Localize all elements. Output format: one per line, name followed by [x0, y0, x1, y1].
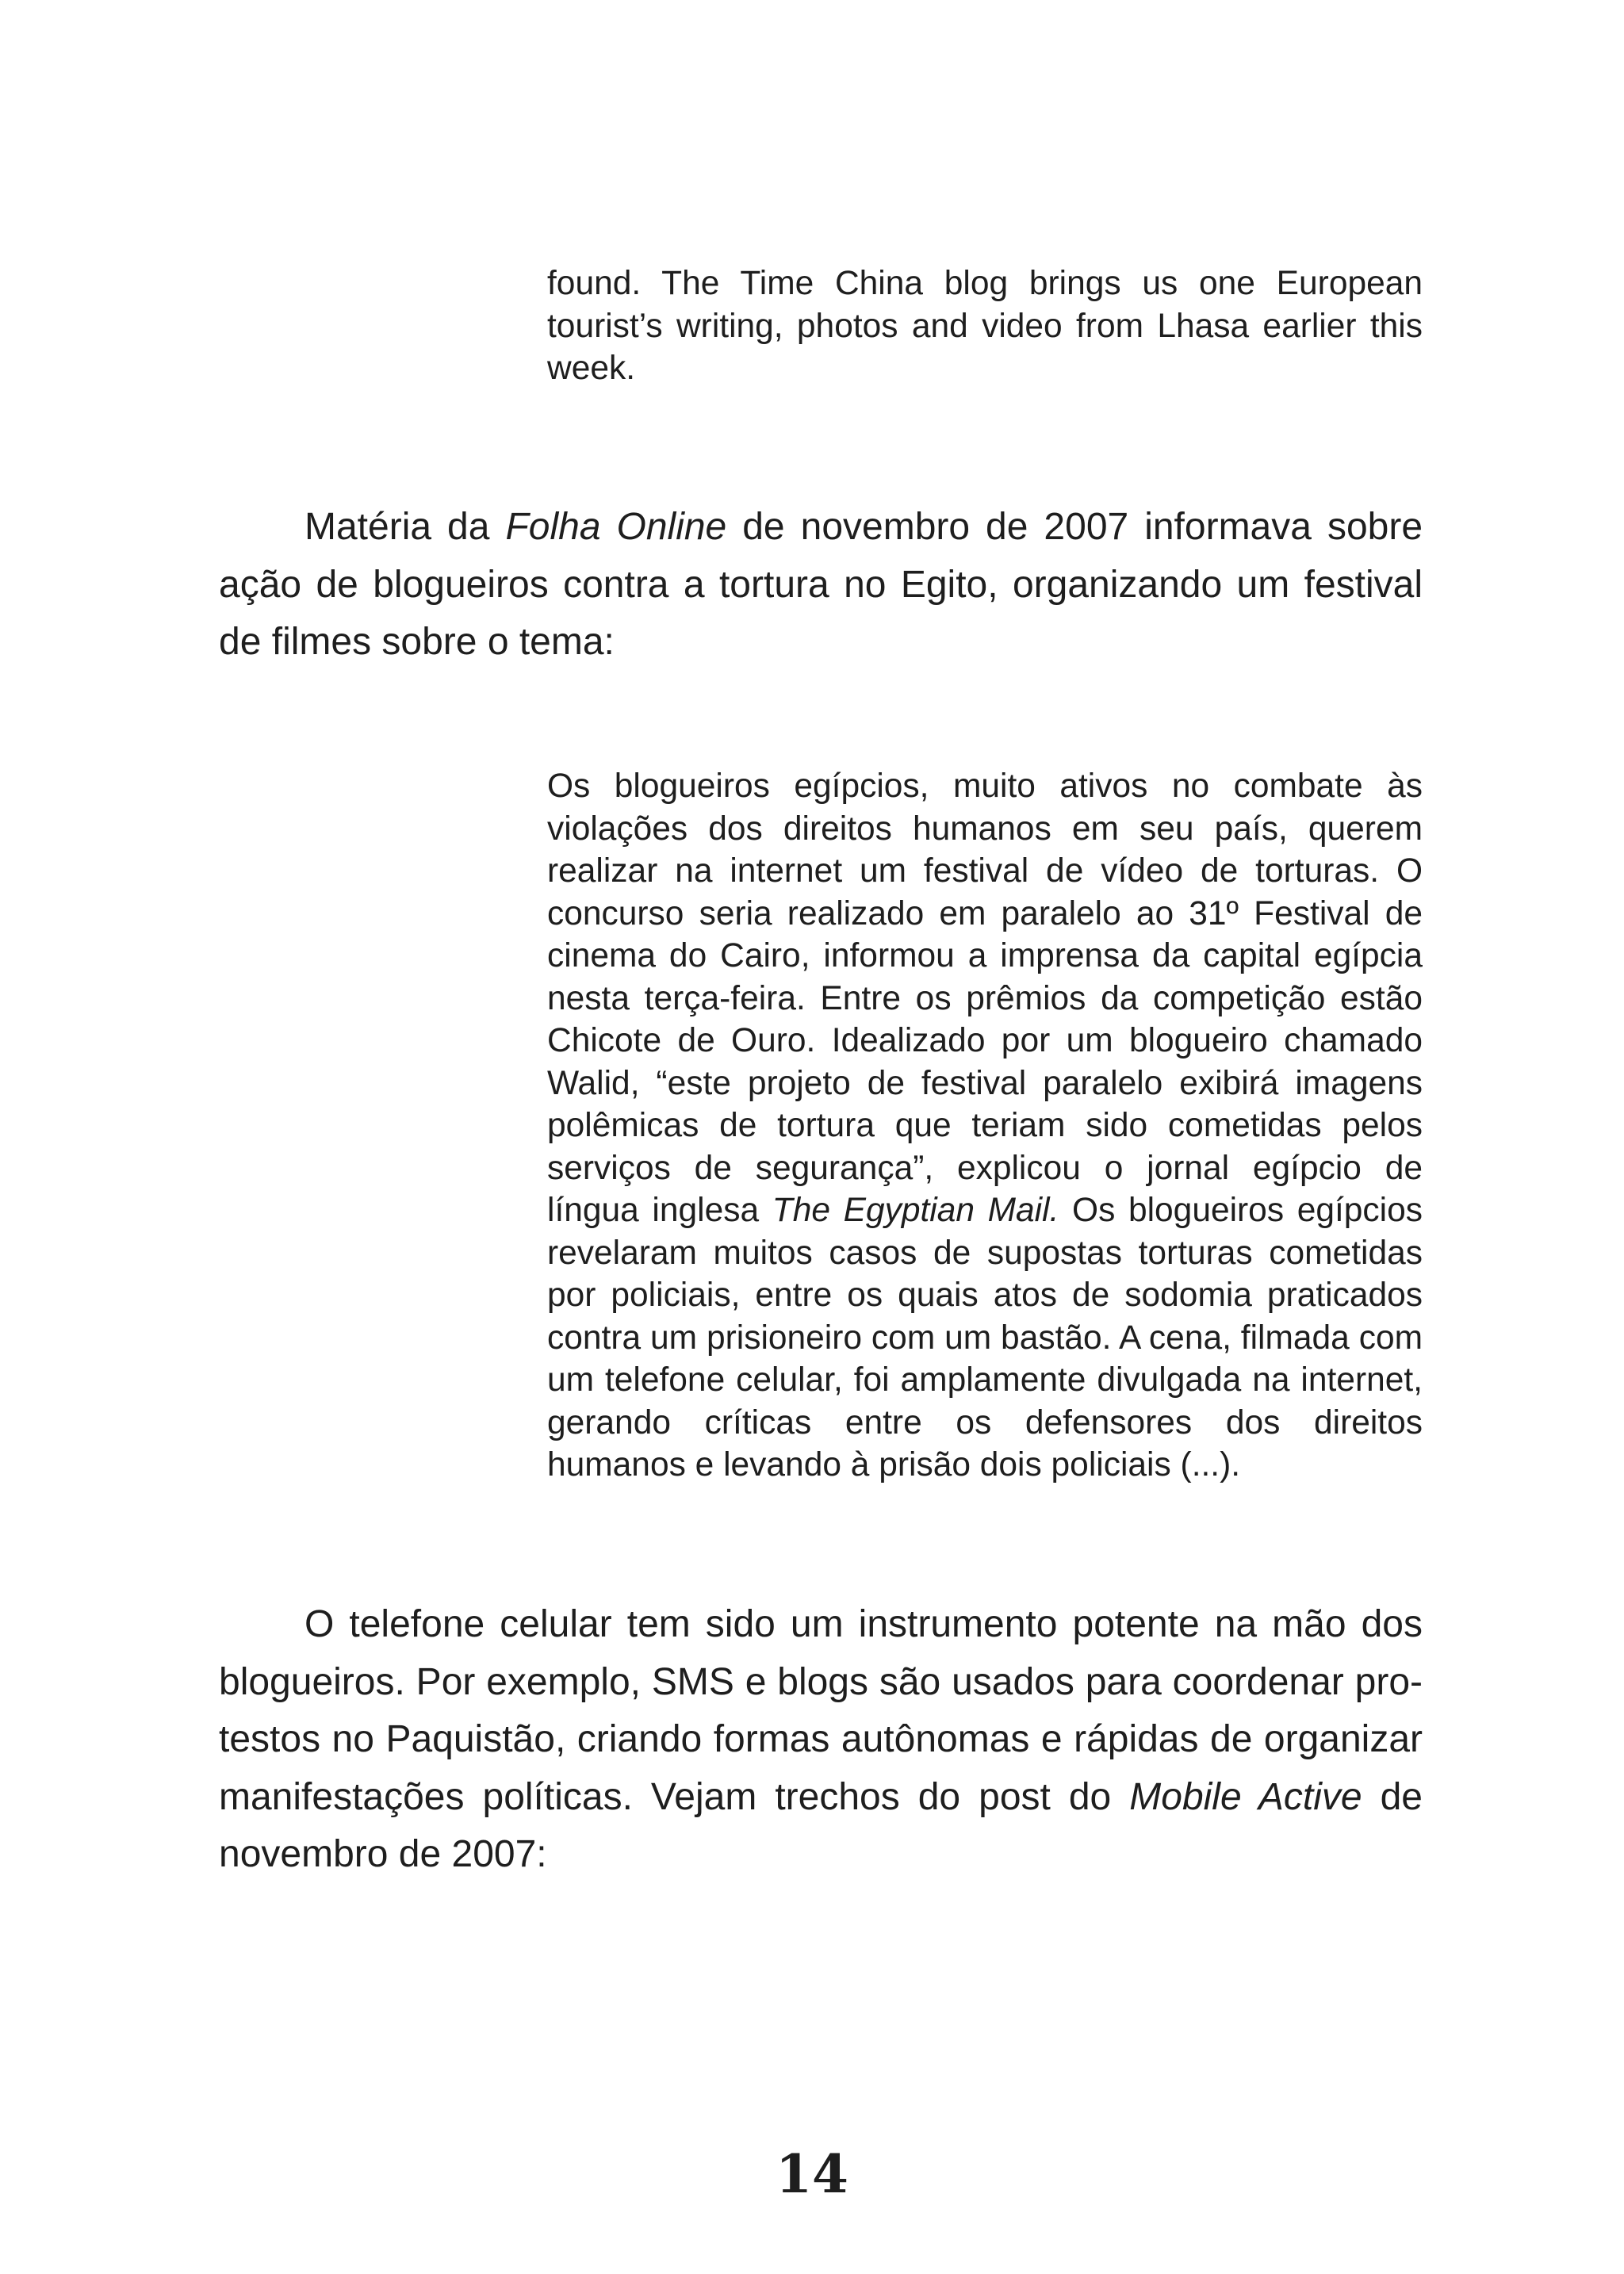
publication-title: Folha Online: [505, 506, 727, 548]
paragraph-text-start: Matéria da: [304, 506, 506, 548]
block-quote-text-end: Os blogueiros egípcios revelaram muitos casos de supostas torturas cometidas por policiais, entre os quais atos de sodomia praticados contra um prisioneiro com um bastão. A cena, filmada com um telefone celular, foi amplamente divulgada na internet, gerando críticas entre os defensores dos direitos humanos e levando à prisão dois policiais (...).: [547, 1192, 1423, 1483]
block-quote-egyptian-bloggers: [547, 765, 1423, 1487]
block-quote-text-start: Os blogueiros egípcios, muito ativos no combate às violações dos direitos humanos em seu país, querem realizar na internet um festival de vídeo de torturas. O concurso seria realizado em paralelo ao 31º Festival de cinema do Cairo, informou a imprensa da capital egípcia nesta terça-feira. Entre os prêmios da competição estão Chicote de Ouro. Idealizado por um blogueiro chamado Walid, “este projeto de festival paralelo exibirá imagens polêmicas de tortura que teriam sido cometidas pelos serviços de segurança”, explicou o jornal egípcio de língua inglesa: [547, 768, 1423, 1229]
page-number: 14: [776, 2143, 848, 2205]
paragraph-text-start: O telefone celular tem sido um instrumento potente na mão dos blogueiros. Por exemplo, SMS e blogs são usados para coordenar protestos no Paquistão, criando formas autônomas e rápidas de organizar manifestações políticas. Vejam trechos do post do: [219, 1603, 1423, 1818]
paragraph-text-end: de novembro de 2007:: [219, 1775, 1423, 1875]
publication-title: Mobile Active: [1129, 1775, 1362, 1818]
newspaper-title: The Egyptian Mail.: [772, 1192, 1059, 1229]
block-quote-time-china: [547, 262, 1423, 390]
body-paragraph-mobile-phone: [219, 1596, 1423, 1884]
block-quote-text: found. The Time China blog brings us one European tourist’s writing, photos and video from Lhasa earlier this week.: [547, 265, 1423, 387]
paragraph-text-end: de novembro de 2007 informava sobre ação de blogueiros contra a tortura no Egito, organizando um festival de filmes sobre o tema:: [219, 506, 1423, 663]
body-paragraph-folha-online: [219, 499, 1423, 672]
